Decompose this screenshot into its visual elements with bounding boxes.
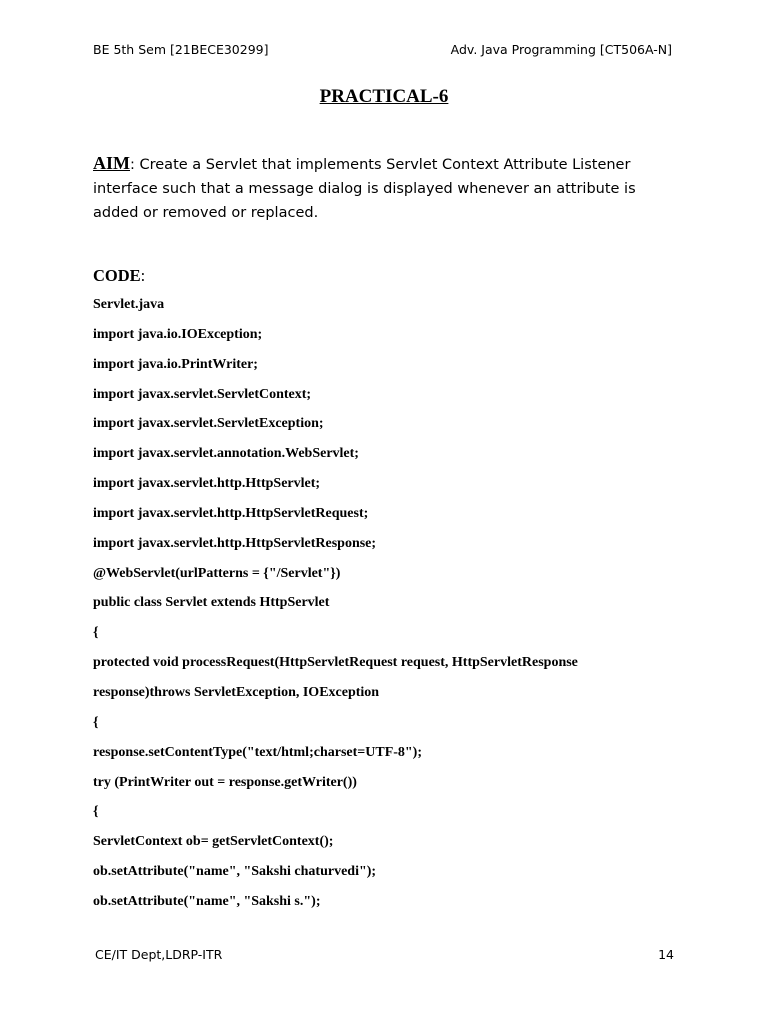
code-line: response)throws ServletException, IOException	[93, 684, 380, 700]
header-student-info: BE 5th Sem [21BECE30299]	[93, 42, 269, 57]
aim-paragraph	[93, 151, 653, 225]
aim-text: : Create a Servlet that implements Servlet Context Attribute Listener interface such that a message dialog is displayed whenever an attribute is added or removed or replaced.	[93, 157, 636, 221]
code-line: Servlet.java	[93, 297, 165, 312]
code-label-colon: :	[140, 266, 146, 285]
code-line: ob.setAttribute("name", "Sakshi chaturvedi");	[93, 864, 377, 880]
code-line: import java.io.IOException;	[93, 326, 263, 342]
code-line: public class Servlet extends HttpServlet	[93, 595, 330, 611]
code-heading	[93, 266, 145, 286]
code-line: import javax.servlet.ServletContext;	[93, 386, 312, 402]
code-line: import javax.servlet.http.HttpServlet;	[93, 476, 321, 492]
code-line: import javax.servlet.http.HttpServletResponse;	[93, 535, 377, 551]
code-listing	[93, 294, 693, 921]
code-line: {	[93, 804, 99, 820]
footer-department: CE/IT Dept,LDRP-ITR	[95, 947, 223, 962]
code-line: ob.setAttribute("name", "Sakshi s.");	[93, 893, 321, 909]
code-line: import javax.servlet.ServletException;	[93, 416, 324, 432]
header-course-info: Adv. Java Programming [CT506A-N]	[450, 42, 672, 57]
code-line: ServletContext ob= getServletContext();	[93, 834, 334, 850]
code-line: import java.io.PrintWriter;	[93, 356, 258, 372]
code-line: @WebServlet(urlPatterns = {"/Servlet"})	[93, 565, 341, 581]
footer-page-number: 14	[658, 947, 674, 962]
code-line: import javax.servlet.annotation.WebServlet;	[93, 446, 359, 462]
page-title: PRACTICAL-6	[319, 86, 449, 107]
code-line: protected void processRequest(HttpServletRequest request, HttpServletResponse	[93, 655, 578, 671]
code-line: response.setContentType("text/html;charset=UTF-8");	[93, 744, 422, 760]
code-label: CODE	[93, 266, 141, 285]
code-line: try (PrintWriter out = response.getWriter())	[93, 774, 357, 790]
code-line: import javax.servlet.http.HttpServletRequest;	[93, 505, 369, 521]
code-line: {	[93, 625, 99, 641]
code-line: {	[93, 714, 99, 730]
aim-label: AIM	[93, 153, 130, 173]
